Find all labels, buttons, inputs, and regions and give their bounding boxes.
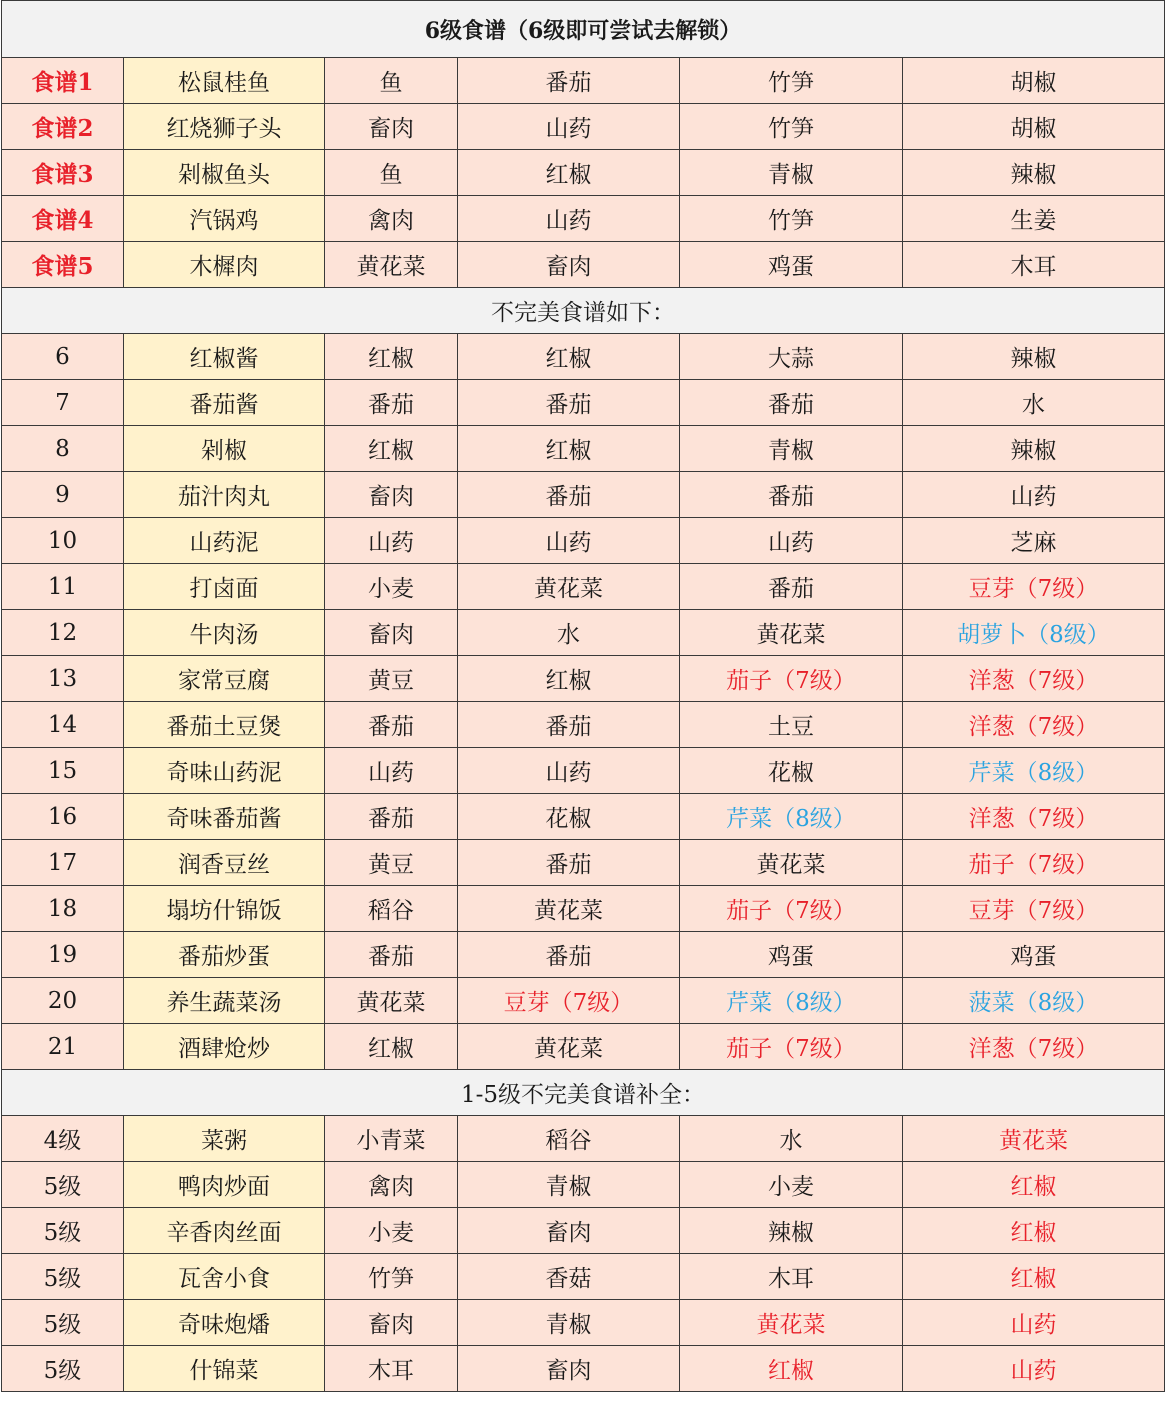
table-row [2, 196, 1165, 242]
recipe-name: 奇味炮燔 [124, 1300, 325, 1346]
ingredient-3: 茄子（7级） [680, 886, 903, 932]
table-row [2, 472, 1165, 518]
ingredient-3: 大蒜 [680, 334, 903, 380]
ingredient-4: 红椒 [903, 1208, 1165, 1254]
ingredient-3: 竹笋 [680, 58, 903, 104]
recipe-name: 剁椒 [124, 426, 325, 472]
recipe-name: 汽锅鸡 [124, 196, 325, 242]
recipe-name: 剁椒鱼头 [124, 150, 325, 196]
ingredient-2: 豆芽（7级） [458, 978, 680, 1024]
ingredient-3: 茄子（7级） [680, 1024, 903, 1070]
recipe-name: 家常豆腐 [124, 656, 325, 702]
title-row [2, 1, 1165, 58]
ingredient-2: 黄花菜 [458, 886, 680, 932]
ingredient-1: 小青菜 [325, 1116, 458, 1162]
recipe-index: 12 [2, 610, 124, 656]
ingredient-1: 木耳 [325, 1346, 458, 1392]
ingredient-3: 土豆 [680, 702, 903, 748]
ingredient-4: 豆芽（7级） [903, 564, 1165, 610]
ingredient-2: 番茄 [458, 932, 680, 978]
table-row [2, 150, 1165, 196]
ingredient-1: 小麦 [325, 1208, 458, 1254]
recipe-table-body [2, 1, 1165, 1392]
recipe-index: 食谱1 [2, 58, 124, 104]
recipe-table [1, 0, 1165, 1392]
ingredient-2: 番茄 [458, 702, 680, 748]
ingredient-2: 稻谷 [458, 1116, 680, 1162]
ingredient-3: 小麦 [680, 1162, 903, 1208]
ingredient-3: 番茄 [680, 564, 903, 610]
table-row [2, 334, 1165, 380]
ingredient-3: 竹笋 [680, 196, 903, 242]
ingredient-1: 番茄 [325, 380, 458, 426]
recipe-name: 菜粥 [124, 1116, 325, 1162]
ingredient-1: 禽肉 [325, 1162, 458, 1208]
recipe-index: 20 [2, 978, 124, 1024]
ingredient-4: 芹菜（8级） [903, 748, 1165, 794]
recipe-index: 14 [2, 702, 124, 748]
recipe-index: 9 [2, 472, 124, 518]
table-row [2, 1162, 1165, 1208]
ingredient-1: 畜肉 [325, 472, 458, 518]
ingredient-4: 辣椒 [903, 426, 1165, 472]
ingredient-2: 畜肉 [458, 1346, 680, 1392]
recipe-index: 18 [2, 886, 124, 932]
ingredient-4: 黄花菜 [903, 1116, 1165, 1162]
recipe-index: 13 [2, 656, 124, 702]
table-row [2, 840, 1165, 886]
table-row [2, 886, 1165, 932]
ingredient-2: 番茄 [458, 840, 680, 886]
ingredient-3: 茄子（7级） [680, 656, 903, 702]
ingredient-1: 稻谷 [325, 886, 458, 932]
ingredient-3: 番茄 [680, 472, 903, 518]
ingredient-4: 山药 [903, 1346, 1165, 1392]
ingredient-3: 黄花菜 [680, 1300, 903, 1346]
recipe-name: 瓦舍小食 [124, 1254, 325, 1300]
ingredient-1: 畜肉 [325, 1300, 458, 1346]
ingredient-3: 竹笋 [680, 104, 903, 150]
ingredient-4: 山药 [903, 472, 1165, 518]
ingredient-1: 禽肉 [325, 196, 458, 242]
table-row [2, 242, 1165, 288]
ingredient-3: 鸡蛋 [680, 242, 903, 288]
ingredient-2: 黄花菜 [458, 564, 680, 610]
recipe-name: 松鼠桂鱼 [124, 58, 325, 104]
ingredient-1: 番茄 [325, 932, 458, 978]
section-row [2, 288, 1165, 334]
recipe-index: 11 [2, 564, 124, 610]
table-row [2, 1300, 1165, 1346]
ingredient-1: 山药 [325, 748, 458, 794]
ingredient-2: 番茄 [458, 472, 680, 518]
ingredient-4: 生姜 [903, 196, 1165, 242]
table-row [2, 1024, 1165, 1070]
recipe-name: 润香豆丝 [124, 840, 325, 886]
ingredient-4: 洋葱（7级） [903, 1024, 1165, 1070]
ingredient-4: 红椒 [903, 1254, 1165, 1300]
table-row [2, 702, 1165, 748]
ingredient-4: 木耳 [903, 242, 1165, 288]
ingredient-4: 胡椒 [903, 104, 1165, 150]
table-title: 6级食谱（6级即可尝试去解锁） [2, 1, 1165, 58]
table-row [2, 564, 1165, 610]
ingredient-3: 黄花菜 [680, 840, 903, 886]
ingredient-1: 畜肉 [325, 104, 458, 150]
recipe-index: 食谱2 [2, 104, 124, 150]
ingredient-4: 洋葱（7级） [903, 656, 1165, 702]
recipe-index: 4级 [2, 1116, 124, 1162]
ingredient-2: 番茄 [458, 58, 680, 104]
recipe-index: 食谱4 [2, 196, 124, 242]
ingredient-2: 青椒 [458, 1300, 680, 1346]
ingredient-4: 辣椒 [903, 334, 1165, 380]
recipe-index: 16 [2, 794, 124, 840]
ingredient-3: 黄花菜 [680, 610, 903, 656]
ingredient-3: 番茄 [680, 380, 903, 426]
ingredient-2: 山药 [458, 196, 680, 242]
ingredient-3: 芹菜（8级） [680, 978, 903, 1024]
ingredient-2: 畜肉 [458, 242, 680, 288]
ingredient-2: 花椒 [458, 794, 680, 840]
recipe-name: 红椒酱 [124, 334, 325, 380]
recipe-name: 酒肆炝炒 [124, 1024, 325, 1070]
ingredient-4: 豆芽（7级） [903, 886, 1165, 932]
ingredient-1: 红椒 [325, 426, 458, 472]
ingredient-1: 黄豆 [325, 656, 458, 702]
table-row [2, 1116, 1165, 1162]
table-row [2, 518, 1165, 564]
recipe-name: 木樨肉 [124, 242, 325, 288]
section-row [2, 1070, 1165, 1116]
ingredient-2: 红椒 [458, 334, 680, 380]
table-row [2, 978, 1165, 1024]
ingredient-2: 青椒 [458, 1162, 680, 1208]
table-row [2, 1346, 1165, 1392]
ingredient-1: 番茄 [325, 794, 458, 840]
ingredient-2: 山药 [458, 104, 680, 150]
ingredient-3: 青椒 [680, 150, 903, 196]
ingredient-3: 山药 [680, 518, 903, 564]
ingredient-3: 红椒 [680, 1346, 903, 1392]
ingredient-2: 山药 [458, 748, 680, 794]
ingredient-3: 辣椒 [680, 1208, 903, 1254]
recipe-name: 什锦菜 [124, 1346, 325, 1392]
ingredient-2: 畜肉 [458, 1208, 680, 1254]
table-row [2, 1254, 1165, 1300]
table-row [2, 104, 1165, 150]
ingredient-4: 菠菜（8级） [903, 978, 1165, 1024]
recipe-name: 打卤面 [124, 564, 325, 610]
ingredient-1: 黄花菜 [325, 242, 458, 288]
ingredient-4: 辣椒 [903, 150, 1165, 196]
recipe-name: 番茄酱 [124, 380, 325, 426]
recipe-name: 辛香肉丝面 [124, 1208, 325, 1254]
ingredient-1: 鱼 [325, 150, 458, 196]
ingredient-1: 小麦 [325, 564, 458, 610]
ingredient-2: 红椒 [458, 150, 680, 196]
ingredient-4: 洋葱（7级） [903, 702, 1165, 748]
ingredient-4: 茄子（7级） [903, 840, 1165, 886]
recipe-index: 21 [2, 1024, 124, 1070]
ingredient-4: 鸡蛋 [903, 932, 1165, 978]
ingredient-4: 洋葱（7级） [903, 794, 1165, 840]
ingredient-2: 香菇 [458, 1254, 680, 1300]
ingredient-1: 黄花菜 [325, 978, 458, 1024]
recipe-index: 5级 [2, 1300, 124, 1346]
ingredient-1: 竹笋 [325, 1254, 458, 1300]
section-title-low-level: 1-5级不完美食谱补全： [2, 1070, 1165, 1116]
recipe-index: 5级 [2, 1162, 124, 1208]
section-title-imperfect: 不完美食谱如下： [2, 288, 1165, 334]
recipe-index: 17 [2, 840, 124, 886]
recipe-name: 鸭肉炒面 [124, 1162, 325, 1208]
recipe-index: 5级 [2, 1208, 124, 1254]
ingredient-1: 鱼 [325, 58, 458, 104]
recipe-index: 食谱3 [2, 150, 124, 196]
ingredient-4: 胡萝卜（8级） [903, 610, 1165, 656]
ingredient-2: 水 [458, 610, 680, 656]
ingredient-3: 鸡蛋 [680, 932, 903, 978]
recipe-name: 茄汁肉丸 [124, 472, 325, 518]
table-row [2, 610, 1165, 656]
recipe-name: 塌坊什锦饭 [124, 886, 325, 932]
recipe-index: 19 [2, 932, 124, 978]
recipe-name: 番茄炒蛋 [124, 932, 325, 978]
table-row [2, 1208, 1165, 1254]
ingredient-3: 水 [680, 1116, 903, 1162]
ingredient-3: 花椒 [680, 748, 903, 794]
ingredient-3: 木耳 [680, 1254, 903, 1300]
table-row [2, 748, 1165, 794]
table-row [2, 380, 1165, 426]
recipe-index: 6 [2, 334, 124, 380]
table-row [2, 656, 1165, 702]
recipe-name: 山药泥 [124, 518, 325, 564]
ingredient-1: 黄豆 [325, 840, 458, 886]
recipe-name: 红烧狮子头 [124, 104, 325, 150]
recipe-name: 牛肉汤 [124, 610, 325, 656]
ingredient-2: 山药 [458, 518, 680, 564]
ingredient-4: 芝麻 [903, 518, 1165, 564]
ingredient-1: 畜肉 [325, 610, 458, 656]
ingredient-3: 芹菜（8级） [680, 794, 903, 840]
ingredient-4: 胡椒 [903, 58, 1165, 104]
ingredient-1: 山药 [325, 518, 458, 564]
table-row [2, 58, 1165, 104]
table-row [2, 794, 1165, 840]
recipe-index: 5级 [2, 1254, 124, 1300]
ingredient-2: 黄花菜 [458, 1024, 680, 1070]
recipe-index: 15 [2, 748, 124, 794]
ingredient-1: 番茄 [325, 702, 458, 748]
table-row [2, 932, 1165, 978]
recipe-index: 食谱5 [2, 242, 124, 288]
ingredient-1: 红椒 [325, 1024, 458, 1070]
recipe-name: 养生蔬菜汤 [124, 978, 325, 1024]
ingredient-1: 红椒 [325, 334, 458, 380]
ingredient-2: 番茄 [458, 380, 680, 426]
recipe-index: 8 [2, 426, 124, 472]
recipe-index: 7 [2, 380, 124, 426]
recipe-name: 奇味山药泥 [124, 748, 325, 794]
ingredient-2: 红椒 [458, 426, 680, 472]
recipe-name: 奇味番茄酱 [124, 794, 325, 840]
recipe-index: 5级 [2, 1346, 124, 1392]
ingredient-4: 红椒 [903, 1162, 1165, 1208]
ingredient-4: 水 [903, 380, 1165, 426]
recipe-index: 10 [2, 518, 124, 564]
ingredient-4: 山药 [903, 1300, 1165, 1346]
ingredient-2: 红椒 [458, 656, 680, 702]
ingredient-3: 青椒 [680, 426, 903, 472]
table-row [2, 426, 1165, 472]
recipe-name: 番茄土豆煲 [124, 702, 325, 748]
